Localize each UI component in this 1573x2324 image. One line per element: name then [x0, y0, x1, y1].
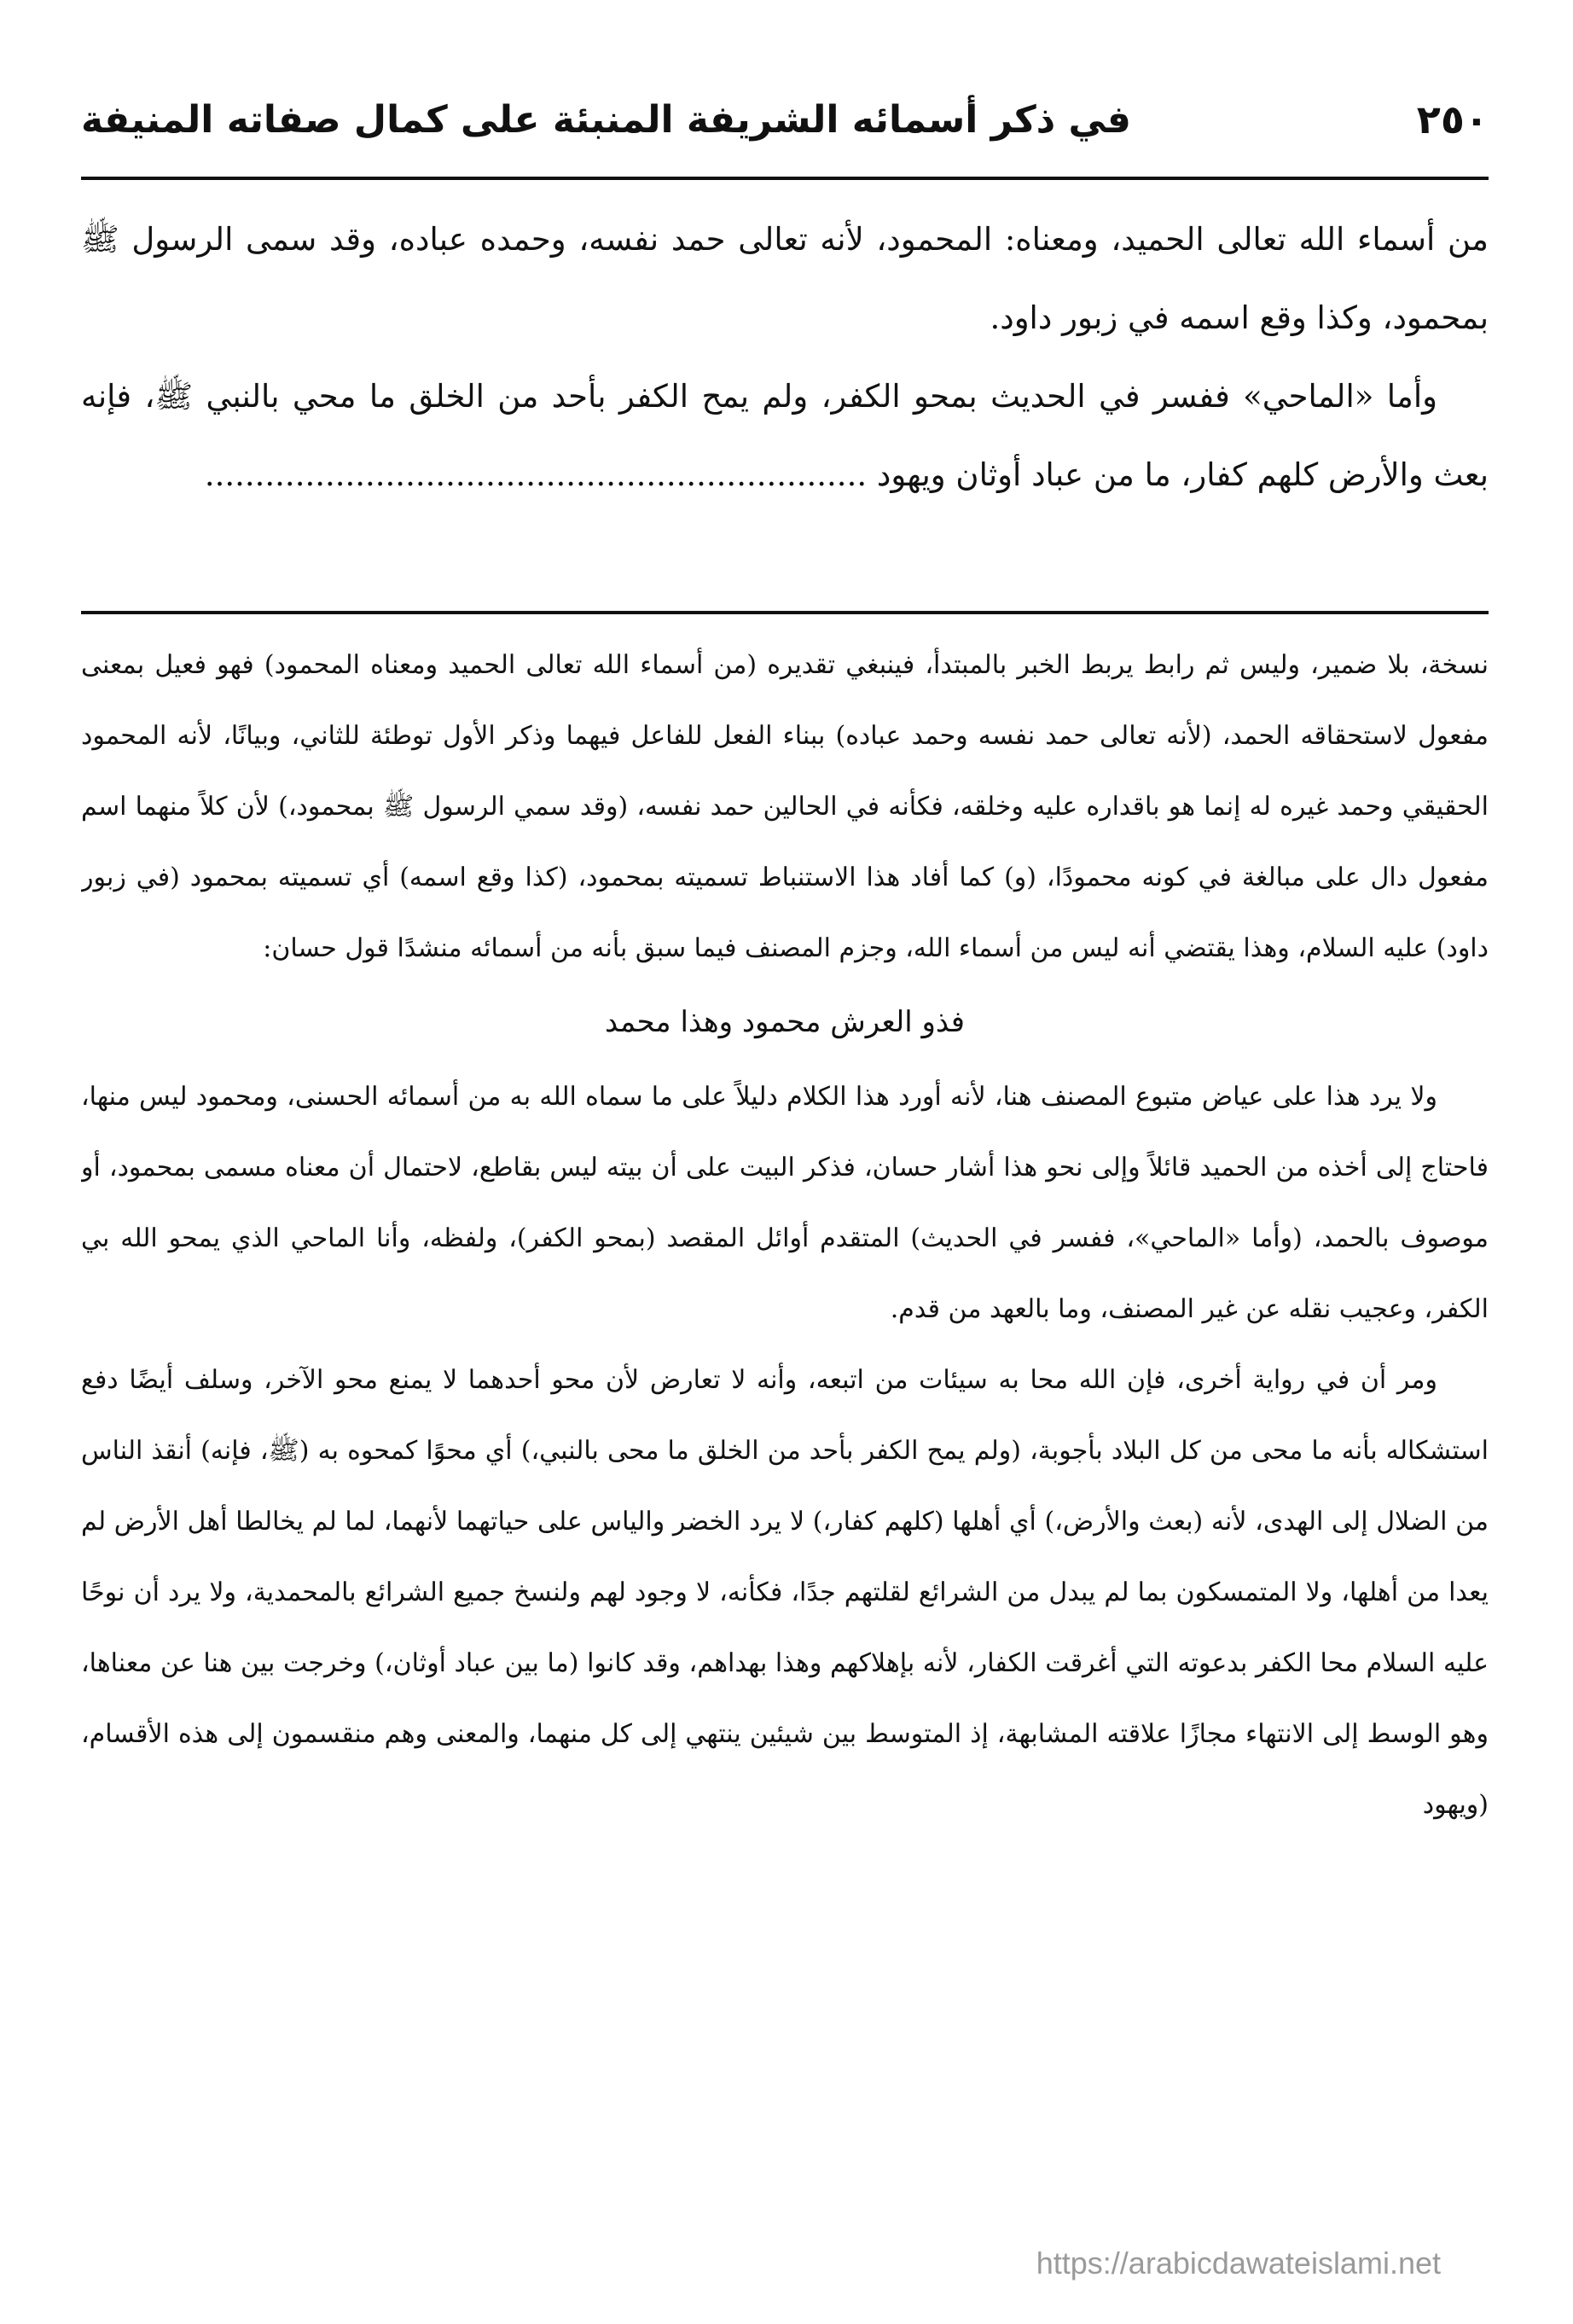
watermark-url: https://arabicdawateislami.net [1036, 2246, 1441, 2280]
main-text-paragraph-1: من أسماء الله تعالى الحميد، ومعناه: المحمود، لأنه تعالى حمد نفسه، وحمده عباده، وقد سمى الرسول ﷺ بمحمود، وكذا وقع اسمه في زبور داود. [81, 221, 1489, 336]
running-title: في ذكر أسمائه الشريفة المنبئة على كمال صفاته المنيفة [81, 97, 1131, 142]
main-text [81, 200, 1489, 601]
commentary-paragraph-2: ولا يرد هذا على عياض متبوع المصنف هنا، لأنه أورد هذا الكلام دليلاً على ما سماه الله به من أسمائه الحسنى، ومحمود ليس منها، فاحتاج إلى أخذه من الحميد قائلاً وإلى نحو هذا أشار حسان، فذكر البيت على أن بيته ليس بقاطع، لاحتمال أن معناه مسمى بمحمود، أو موصوف بالحمد، (وأما «الماحي»، ففسر في الحديث) المتقدم أوائل المقصد (بمحو الكفر)، ولفظه، وأنا الماحي الذي يمحو الله بي الكفر، وعجيب نقله عن غير المصنف، وما بالعهد من قدم. [81, 1082, 1489, 1324]
page-header [81, 81, 1489, 158]
book-page [81, 0, 1489, 2324]
header-divider [81, 177, 1489, 180]
commentary-paragraph-3: ومر أن في رواية أخرى، فإن الله محا به سيئات من اتبعه، وأنه لا تعارض لأن محو أحدهما لا يمنع محو الآخر، وسلف أيضًا دفع استشكاله بأنه ما محى من كل البلاد بأجوبة، (ولم يمح الكفر بأحد من الخلق ما محى بالنبي،) أي محوًا كمحوه به (ﷺ، فإنه) أنقذ الناس من الضلال إلى الهدى، لأنه (بعث والأرض،) أي أهلها (كلهم كفار،) لا يرد الخضر والياس على حياتهما لأنهما، لما لم يخالطا أهل الأرض لم يعدا من أهلها، ولا المتمسكون بما لم يبدل من الشرائع لقلتهم جدًا، فكأنه، لا وجود لهم ولنسخ جميع الشرائع بالمحمدية، ولا يرد أن نوحًا عليه السلام محا الكفر بدعوته التي أغرقت الكفار، لأنه بإهلاكهم وهذا بهداهم، وقد كانوا (ما بين عباد أوثان،) وخرجت بين هنا عن معناها، وهو الوسط إلى الانتهاء مجازًا علاقته المشابهة، إذ المتوسط بين شيئين ينتهي إلى كل منهما، والمعنى وهم منقسمون إلى هذه الأقسام، (ويهود [81, 1365, 1489, 1820]
commentary-paragraph-1: نسخة، بلا ضمير، وليس ثم رابط يربط الخبر بالمبتدأ، فينبغي تقديره (من أسماء الله تعالى الحميد ومعناه المحمود) فهو فعيل بمعنى مفعول لاستحقاقه الحمد، (لأنه تعالى حمد نفسه وحمد عباده) ببناء الفعل للفاعل فيهما وذكر الأول توطئة للثاني، وبيانًا، لأنه المحمود الحقيقي وحمد غيره له إنما هو باقداره عليه وخلقه، فكأنه في الحالين حمد نفسه، (وقد سمي الرسول ﷺ بمحمود،) لأن كلاً منهما اسم مفعول دال على مبالغة في كونه محمودًا، (و) كما أفاد هذا الاستنباط تسميته بمحمود، (كذا وقع اسمه) أي تسميته بمحمود (في زبور داود) عليه السلام، وهذا يقتضي أنه ليس من أسماء الله، وجزم المصنف فيما سبق بأنه من أسمائه منشدًا قول حسان: [81, 650, 1489, 963]
main-text-paragraph-2: وأما «الماحي» ففسر في الحديث بمحو الكفر، ولم يمح الكفر بأحد من الخلق ما محي بالنبي ﷺ، فإنه بعث والأرض كلهم كفار، ما من عباد أوثان ويهود .................................................................. [81, 378, 1489, 493]
page-number: ٢٥٠ [1416, 96, 1489, 142]
commentary-text [81, 630, 1489, 2251]
poetry-verse: فذو العرش محمود وهذا محمد [604, 1005, 966, 1039]
commentary-divider [81, 611, 1489, 614]
